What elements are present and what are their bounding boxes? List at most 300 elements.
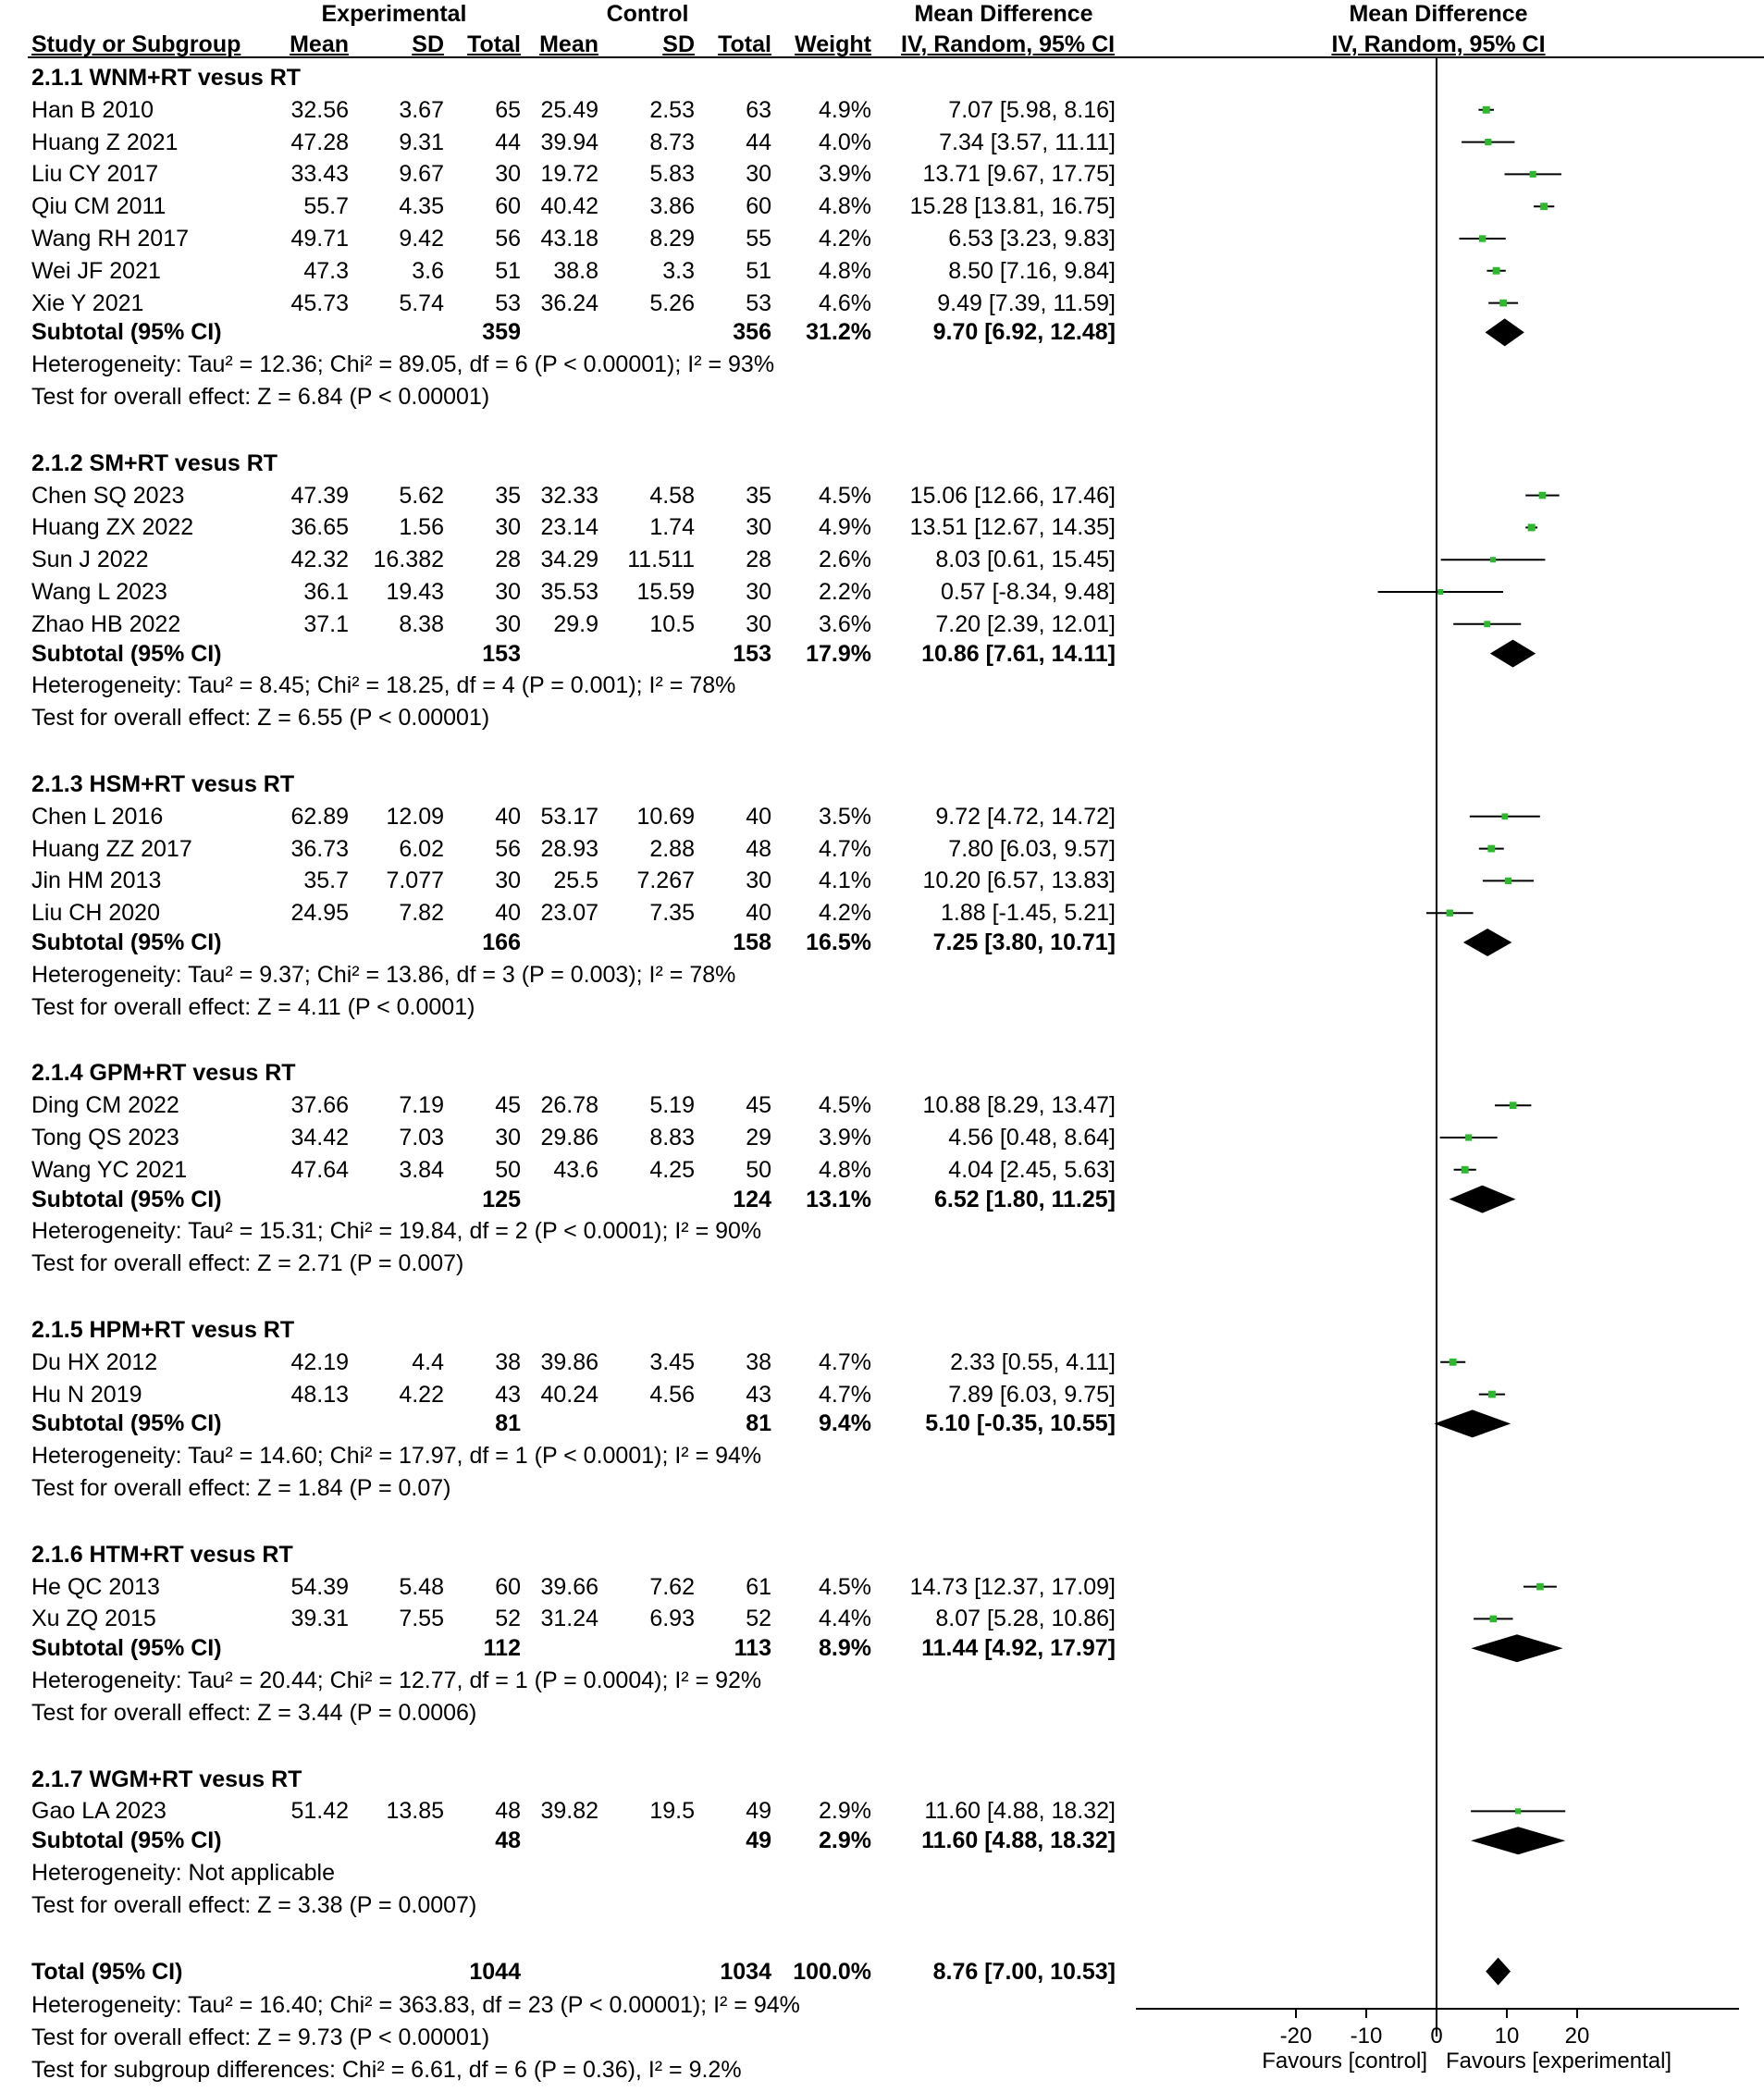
subtotal-label: Subtotal (95% CI)	[31, 929, 222, 955]
cell-c-mean: 39.86	[540, 1348, 598, 1375]
cell-weight: 4.8%	[819, 257, 871, 284]
overall-effect-text: Test for overall effect: Z = 6.84 (P < 0.00001)	[31, 384, 490, 410]
cell-e-sd: 7.077	[386, 868, 444, 894]
cell-c-sd: 19.5	[649, 1798, 695, 1825]
cell-e-sd: 4.22	[399, 1381, 444, 1408]
cell-e-sd: 1.56	[399, 514, 444, 541]
cell-e-mean: 36.1	[303, 579, 349, 605]
cell-c-mean: 39.82	[540, 1798, 598, 1825]
cell-e-mean: 32.56	[290, 96, 349, 123]
cell-c-sd: 8.73	[649, 129, 695, 155]
subtotal-diamond	[1471, 1634, 1562, 1662]
cell-c-n: 43	[746, 1381, 771, 1408]
subgroup-title: 2.1.3 HSM+RT vesus RT	[31, 771, 295, 797]
cell-c-n: 61	[746, 1573, 771, 1600]
cell-c-n: 53	[746, 289, 771, 316]
cell-e-n: 52	[495, 1606, 521, 1632]
cell-e-sd: 16.382	[373, 547, 444, 573]
point-estimate	[1462, 1166, 1469, 1174]
cell-ci: 15.06 [12.66, 17.46]	[909, 482, 1116, 509]
cell-c-sd: 4.25	[649, 1156, 695, 1183]
point-estimate	[1490, 557, 1496, 562]
cell-c-n: 35	[746, 482, 771, 509]
col-header-c-sd: SD	[662, 31, 695, 57]
cell-e-n: 30	[495, 610, 521, 637]
cell-c-n: 30	[746, 579, 771, 605]
favours-experimental-label: Favours [experimental]	[1446, 2049, 1672, 2074]
cell-c-mean: 29.86	[540, 1125, 598, 1151]
cell-weight: 3.9%	[819, 161, 871, 188]
cell-c-sd: 7.267	[636, 868, 695, 894]
cell-e-mean: 47.64	[290, 1156, 349, 1183]
subtotal-label: Subtotal (95% CI)	[31, 1635, 222, 1662]
cell-weight: 8.9%	[819, 1635, 871, 1662]
cell-weight: 4.7%	[819, 1381, 871, 1408]
study-name: Wei JF 2021	[31, 257, 161, 284]
cell-ci: 11.60 [4.88, 18.32]	[921, 1827, 1116, 1854]
cell-c-mean: 29.9	[553, 610, 598, 637]
cell-e-sd: 9.67	[399, 161, 444, 188]
point-estimate	[1499, 300, 1507, 307]
cell-c-n: 153	[733, 640, 771, 667]
subgroup-title: 2.1.2 SM+RT vesus RT	[31, 449, 278, 476]
subgroup-differences-text: Test for subgroup differences: Chi² = 6.61, df = 6 (P = 0.36), I² = 9.2%	[31, 2057, 742, 2083]
col-header-c-mean: Mean	[539, 31, 598, 57]
overall-effect-text: Test for overall effect: Z = 2.71 (P = 0.007)	[31, 1250, 464, 1277]
cell-e-sd: 9.42	[399, 226, 444, 252]
cell-c-sd: 4.58	[649, 482, 695, 509]
cell-e-sd: 19.43	[386, 579, 444, 605]
cell-e-n: 40	[495, 803, 521, 830]
cell-e-mean: 62.89	[290, 803, 349, 830]
cell-ci: 7.34 [3.57, 11.11]	[939, 129, 1116, 155]
cell-c-n: 52	[746, 1606, 771, 1632]
subtotal-diamond	[1463, 929, 1512, 956]
cell-c-sd: 8.83	[649, 1125, 695, 1151]
cell-e-n: 30	[495, 514, 521, 541]
study-name: Tong QS 2023	[31, 1125, 179, 1151]
cell-c-sd: 5.26	[649, 289, 695, 316]
cell-c-n: 49	[746, 1827, 771, 1854]
point-estimate	[1502, 813, 1509, 819]
study-name: Liu CY 2017	[31, 161, 159, 188]
cell-c-n: 40	[746, 900, 771, 927]
study-name: Ding CM 2022	[31, 1092, 179, 1119]
cell-e-mean: 42.32	[290, 547, 349, 573]
cell-e-mean: 24.95	[290, 900, 349, 927]
cell-c-mean: 40.24	[540, 1381, 598, 1408]
cell-c-n: 49	[746, 1798, 771, 1825]
cell-e-mean: 47.3	[303, 257, 349, 284]
cell-c-mean: 26.78	[540, 1092, 598, 1119]
cell-ci: 0.57 [-8.34, 9.48]	[940, 579, 1116, 605]
cell-e-sd: 4.35	[399, 193, 444, 220]
cell-weight: 13.1%	[806, 1186, 871, 1212]
cell-e-mean: 39.31	[290, 1606, 349, 1632]
cell-c-n: 81	[746, 1410, 771, 1437]
point-estimate	[1493, 267, 1500, 275]
heterogeneity-text: Heterogeneity: Tau² = 20.44; Chi² = 12.77, df = 1 (P = 0.0004); I² = 92%	[31, 1667, 762, 1693]
cell-e-mean: 33.43	[290, 161, 349, 188]
cell-e-sd: 5.48	[399, 1573, 444, 1600]
cell-ci: 8.76 [7.00, 10.53]	[932, 1958, 1116, 1985]
cell-ci: 7.80 [6.03, 9.57]	[948, 835, 1116, 862]
study-name: Qiu CM 2011	[31, 193, 167, 220]
study-name: Jin HM 2013	[31, 868, 162, 894]
cell-e-n: 81	[495, 1410, 521, 1437]
cell-ci: 15.28 [13.81, 16.75]	[909, 193, 1116, 220]
cell-weight: 3.5%	[819, 803, 871, 830]
study-name: Huang ZZ 2017	[31, 835, 192, 862]
point-estimate	[1539, 492, 1547, 499]
cell-ci: 7.07 [5.98, 8.16]	[948, 96, 1116, 123]
cell-c-mean: 43.6	[553, 1156, 598, 1183]
cell-c-sd: 1.74	[649, 514, 695, 541]
cell-weight: 4.8%	[819, 193, 871, 220]
study-name: Du HX 2012	[31, 1348, 158, 1375]
cell-weight: 4.9%	[819, 514, 871, 541]
x-tick-label: 10	[1494, 2024, 1520, 2049]
cell-e-sd: 5.74	[399, 289, 444, 316]
cell-c-n: 113	[734, 1635, 771, 1662]
cell-c-n: 63	[746, 96, 771, 123]
cell-e-sd: 4.4	[412, 1348, 444, 1375]
cell-c-sd: 7.62	[649, 1573, 695, 1600]
cell-c-sd: 2.53	[649, 96, 695, 123]
study-name: Xie Y 2021	[31, 289, 144, 316]
subgroup-title: 2.1.5 HPM+RT vesus RT	[31, 1317, 295, 1343]
study-name: Sun J 2022	[31, 547, 149, 573]
cell-c-n: 28	[746, 547, 771, 573]
cell-e-n: 40	[495, 900, 521, 927]
cell-ci: 6.53 [3.23, 9.83]	[948, 226, 1116, 252]
cell-e-mean: 36.65	[290, 514, 349, 541]
cell-weight: 16.5%	[806, 929, 871, 955]
cell-e-n: 60	[495, 193, 521, 220]
cell-c-sd: 5.83	[649, 161, 695, 188]
cell-e-n: 30	[495, 868, 521, 894]
cell-c-sd: 2.88	[649, 835, 695, 862]
cell-e-n: 56	[495, 226, 521, 252]
subgroup-title: 2.1.7 WGM+RT vesus RT	[31, 1766, 302, 1792]
x-tick-label: 20	[1564, 2024, 1590, 2049]
col-header-method-right: IV, Random, 95% CI	[1331, 31, 1546, 57]
cell-weight: 3.6%	[819, 610, 871, 637]
cell-weight: 4.5%	[819, 1092, 871, 1119]
cell-e-n: 30	[495, 579, 521, 605]
cell-e-n: 359	[482, 319, 521, 346]
cell-ci: 11.60 [4.88, 18.32]	[924, 1798, 1116, 1825]
cell-c-sd: 7.35	[649, 900, 695, 927]
cell-c-mean: 40.42	[540, 193, 598, 220]
cell-c-mean: 39.94	[540, 129, 598, 155]
point-estimate	[1479, 235, 1486, 241]
cell-e-n: 30	[495, 1125, 521, 1151]
cell-weight: 4.2%	[819, 900, 871, 927]
cell-weight: 4.5%	[819, 1573, 871, 1600]
subtotal-diamond	[1449, 1186, 1516, 1213]
point-estimate	[1536, 1583, 1544, 1591]
cell-c-n: 124	[733, 1186, 771, 1212]
cell-e-n: 35	[495, 482, 521, 509]
cell-c-sd: 6.93	[649, 1606, 695, 1632]
point-estimate	[1515, 1808, 1521, 1814]
point-estimate	[1465, 1134, 1472, 1140]
cell-ci: 14.73 [12.37, 17.09]	[909, 1573, 1116, 1600]
subtotal-diamond	[1490, 640, 1536, 668]
heterogeneity-text: Heterogeneity: Tau² = 14.60; Chi² = 17.97, df = 1 (P < 0.0001); I² = 94%	[31, 1443, 762, 1470]
point-estimate	[1510, 1101, 1517, 1109]
point-estimate	[1484, 621, 1490, 627]
cell-c-n: 60	[746, 193, 771, 220]
cell-c-mean: 53.17	[540, 803, 598, 830]
cell-ci: 13.51 [12.67, 14.35]	[909, 514, 1116, 541]
cell-c-mean: 28.93	[540, 835, 598, 862]
overall-effect-text: Test for overall effect: Z = 1.84 (P = 0.07)	[31, 1475, 451, 1501]
subtotal-diamond	[1486, 318, 1524, 346]
study-name: Huang ZX 2022	[31, 514, 194, 541]
cell-c-n: 29	[746, 1125, 771, 1151]
col-header-c-total: Total	[718, 31, 771, 57]
col-header-e-mean: Mean	[290, 31, 349, 57]
cell-e-n: 60	[495, 1573, 521, 1600]
cell-ci: 7.25 [3.80, 10.71]	[932, 929, 1116, 955]
total-overall-effect-text: Test for overall effect: Z = 9.73 (P < 0.00001)	[31, 2024, 490, 2051]
cell-c-mean: 23.14	[540, 514, 598, 541]
cell-c-sd: 10.5	[649, 610, 695, 637]
cell-e-mean: 48.13	[290, 1381, 349, 1408]
study-name: Wang RH 2017	[31, 226, 189, 252]
cell-c-mean: 19.72	[540, 161, 598, 188]
cell-e-sd: 3.6	[412, 257, 444, 284]
study-name: Gao LA 2023	[31, 1798, 167, 1825]
cell-e-sd: 8.38	[399, 610, 444, 637]
x-tick-label: -10	[1350, 2024, 1383, 2049]
cell-c-mean: 32.33	[540, 482, 598, 509]
total-label: Total (95% CI)	[31, 1958, 183, 1985]
study-name: Liu CH 2020	[31, 900, 160, 927]
cell-e-n: 153	[482, 640, 521, 667]
cell-c-n: 30	[746, 610, 771, 637]
point-estimate	[1485, 139, 1491, 145]
point-estimate	[1530, 171, 1536, 178]
cell-e-sd: 5.62	[399, 482, 444, 509]
overall-effect-text: Test for overall effect: Z = 6.55 (P < 0.00001)	[31, 705, 490, 732]
cell-weight: 2.6%	[819, 547, 871, 573]
cell-e-mean: 49.71	[290, 226, 349, 252]
cell-e-n: 43	[495, 1381, 521, 1408]
cell-ci: 8.50 [7.16, 9.84]	[948, 257, 1116, 284]
study-name: Han B 2010	[31, 96, 154, 123]
subtotal-diamond	[1434, 1409, 1511, 1437]
point-estimate	[1447, 910, 1453, 917]
cell-e-mean: 45.73	[290, 289, 349, 316]
cell-c-n: 30	[746, 868, 771, 894]
cell-c-n: 48	[746, 835, 771, 862]
header-mean-difference-left: Mean Difference	[914, 1, 1093, 27]
cell-weight: 4.5%	[819, 482, 871, 509]
cell-c-sd: 3.86	[649, 193, 695, 220]
cell-weight: 4.9%	[819, 96, 871, 123]
cell-c-mean: 43.18	[540, 226, 598, 252]
point-estimate	[1449, 1359, 1457, 1366]
cell-e-mean: 36.73	[290, 835, 349, 862]
study-name: Chen SQ 2023	[31, 482, 185, 509]
point-estimate	[1505, 878, 1511, 884]
cell-e-n: 48	[495, 1827, 521, 1854]
cell-ci: 1.88 [-1.45, 5.21]	[940, 900, 1116, 927]
cell-e-n: 112	[483, 1635, 521, 1662]
cell-c-n: 1034	[720, 1958, 771, 1985]
subtotal-label: Subtotal (95% CI)	[31, 1410, 222, 1437]
cell-ci: 9.70 [6.92, 12.48]	[932, 319, 1116, 346]
cell-c-sd: 3.3	[662, 257, 695, 284]
cell-e-n: 1044	[469, 1958, 521, 1985]
cell-weight: 4.6%	[819, 289, 871, 316]
cell-e-mean: 35.7	[303, 868, 349, 894]
col-header-weight: Weight	[795, 31, 871, 57]
header-mean-difference-right: Mean Difference	[1349, 1, 1528, 27]
cell-e-sd: 9.31	[399, 129, 444, 155]
cell-e-mean: 47.28	[290, 129, 349, 155]
cell-c-mean: 25.5	[553, 868, 598, 894]
cell-e-n: 56	[495, 835, 521, 862]
cell-e-mean: 34.42	[290, 1125, 349, 1151]
cell-e-sd: 6.02	[399, 835, 444, 862]
cell-c-sd: 8.29	[649, 226, 695, 252]
point-estimate	[1528, 523, 1536, 531]
cell-e-n: 44	[495, 129, 521, 155]
study-name: Wang YC 2021	[31, 1156, 188, 1183]
cell-weight: 2.9%	[819, 1798, 871, 1825]
cell-ci: 10.20 [6.57, 13.83]	[922, 868, 1116, 894]
subtotal-label: Subtotal (95% CI)	[31, 1186, 222, 1212]
cell-c-mean: 25.49	[540, 96, 598, 123]
col-header-e-sd: SD	[412, 31, 444, 57]
cell-c-n: 50	[746, 1156, 771, 1183]
col-header-method: IV, Random, 95% CI	[901, 31, 1116, 57]
cell-c-n: 356	[733, 319, 771, 346]
cell-c-mean: 38.8	[553, 257, 598, 284]
cell-ci: 9.72 [4.72, 14.72]	[935, 803, 1116, 830]
favours-control-label: Favours [control]	[1262, 2049, 1427, 2074]
point-estimate	[1487, 845, 1495, 853]
cell-e-mean: 37.66	[290, 1092, 349, 1119]
cell-e-sd: 7.03	[399, 1125, 444, 1151]
cell-ci: 2.33 [0.55, 4.11]	[950, 1348, 1116, 1375]
cell-c-n: 30	[746, 161, 771, 188]
point-estimate	[1490, 1616, 1498, 1623]
cell-ci: 10.86 [7.61, 14.11]	[921, 640, 1116, 667]
subgroup-title: 2.1.6 HTM+RT vesus RT	[31, 1541, 293, 1568]
cell-e-n: 166	[482, 929, 521, 955]
cell-e-sd: 13.85	[386, 1798, 444, 1825]
subgroup-title: 2.1.1 WNM+RT vesus RT	[31, 65, 302, 91]
cell-e-n: 38	[495, 1348, 521, 1375]
cell-weight: 2.9%	[819, 1827, 871, 1854]
cell-e-n: 48	[495, 1798, 521, 1825]
cell-e-n: 53	[495, 289, 521, 316]
cell-c-sd: 4.56	[649, 1381, 695, 1408]
cell-weight: 4.7%	[819, 1348, 871, 1375]
header-control: Control	[606, 1, 689, 27]
cell-weight: 4.4%	[819, 1606, 871, 1632]
heterogeneity-text: Heterogeneity: Tau² = 9.37; Chi² = 13.86, df = 3 (P = 0.003); I² = 78%	[31, 961, 736, 988]
cell-e-mean: 54.39	[290, 1573, 349, 1600]
cell-e-sd: 3.84	[399, 1156, 444, 1183]
study-name: Huang Z 2021	[31, 129, 179, 155]
heterogeneity-text: Heterogeneity: Tau² = 15.31; Chi² = 19.84, df = 2 (P < 0.0001); I² = 90%	[31, 1218, 762, 1245]
cell-e-n: 65	[495, 96, 521, 123]
header-experimental: Experimental	[321, 1, 467, 27]
study-name: Xu ZQ 2015	[31, 1606, 156, 1632]
cell-c-n: 30	[746, 514, 771, 541]
cell-e-mean: 42.19	[290, 1348, 349, 1375]
cell-ci: 8.03 [0.61, 15.45]	[935, 547, 1116, 573]
cell-ci: 5.10 [-0.35, 10.55]	[925, 1410, 1116, 1437]
cell-e-sd: 7.19	[399, 1092, 444, 1119]
cell-e-sd: 7.55	[399, 1606, 444, 1632]
study-name: Zhao HB 2022	[31, 610, 181, 637]
cell-c-n: 158	[733, 929, 771, 955]
col-header-e-total: Total	[467, 31, 521, 57]
point-estimate	[1540, 203, 1548, 210]
cell-weight: 17.9%	[806, 640, 871, 667]
cell-ci: 6.52 [1.80, 11.25]	[934, 1186, 1116, 1212]
cell-c-mean: 34.29	[540, 547, 598, 573]
cell-c-mean: 31.24	[540, 1606, 598, 1632]
subtotal-label: Subtotal (95% CI)	[31, 640, 222, 667]
cell-weight: 4.1%	[819, 868, 871, 894]
x-tick-label: 0	[1430, 2024, 1443, 2049]
heterogeneity-text: Heterogeneity: Tau² = 12.36; Chi² = 89.05, df = 6 (P < 0.00001); I² = 93%	[31, 351, 775, 378]
cell-weight: 2.2%	[819, 579, 871, 605]
cell-ci: 4.04 [2.45, 5.63]	[948, 1156, 1116, 1183]
point-estimate	[1483, 106, 1490, 114]
overall-effect-text: Test for overall effect: Z = 3.44 (P = 0.0006)	[31, 1699, 477, 1726]
cell-e-sd: 7.82	[399, 900, 444, 927]
cell-e-n: 51	[495, 257, 521, 284]
cell-c-sd: 11.511	[627, 547, 695, 573]
cell-c-sd: 5.19	[649, 1092, 695, 1119]
point-estimate	[1437, 589, 1443, 595]
cell-c-n: 45	[746, 1092, 771, 1119]
cell-e-n: 30	[495, 161, 521, 188]
cell-c-mean: 36.24	[540, 289, 598, 316]
cell-weight: 9.4%	[819, 1410, 871, 1437]
cell-ci: 13.71 [9.67, 17.75]	[922, 161, 1116, 188]
cell-c-mean: 39.66	[540, 1573, 598, 1600]
subtotal-diamond	[1471, 1827, 1565, 1854]
cell-e-n: 45	[495, 1092, 521, 1119]
total-heterogeneity-text: Heterogeneity: Tau² = 16.40; Chi² = 363.83, df = 23 (P < 0.00001); I² = 94%	[31, 1992, 800, 2019]
cell-c-n: 51	[746, 257, 771, 284]
point-estimate	[1488, 1391, 1496, 1398]
cell-c-n: 38	[746, 1348, 771, 1375]
cell-c-mean: 35.53	[540, 579, 598, 605]
study-name: Wang L 2023	[31, 579, 167, 605]
cell-ci: 7.89 [6.03, 9.75]	[948, 1381, 1116, 1408]
col-header-study: Study or Subgroup	[31, 31, 241, 57]
cell-ci: 11.44 [4.92, 17.97]	[921, 1635, 1116, 1662]
cell-ci: 8.07 [5.28, 10.86]	[935, 1606, 1116, 1632]
cell-ci: 4.56 [0.48, 8.64]	[948, 1125, 1116, 1151]
subtotal-label: Subtotal (95% CI)	[31, 1827, 222, 1854]
cell-e-sd: 3.67	[399, 96, 444, 123]
cell-e-mean: 37.1	[303, 610, 349, 637]
cell-ci: 9.49 [7.39, 11.59]	[937, 289, 1116, 316]
overall-effect-text: Test for overall effect: Z = 4.11 (P < 0.0001)	[31, 993, 475, 1020]
